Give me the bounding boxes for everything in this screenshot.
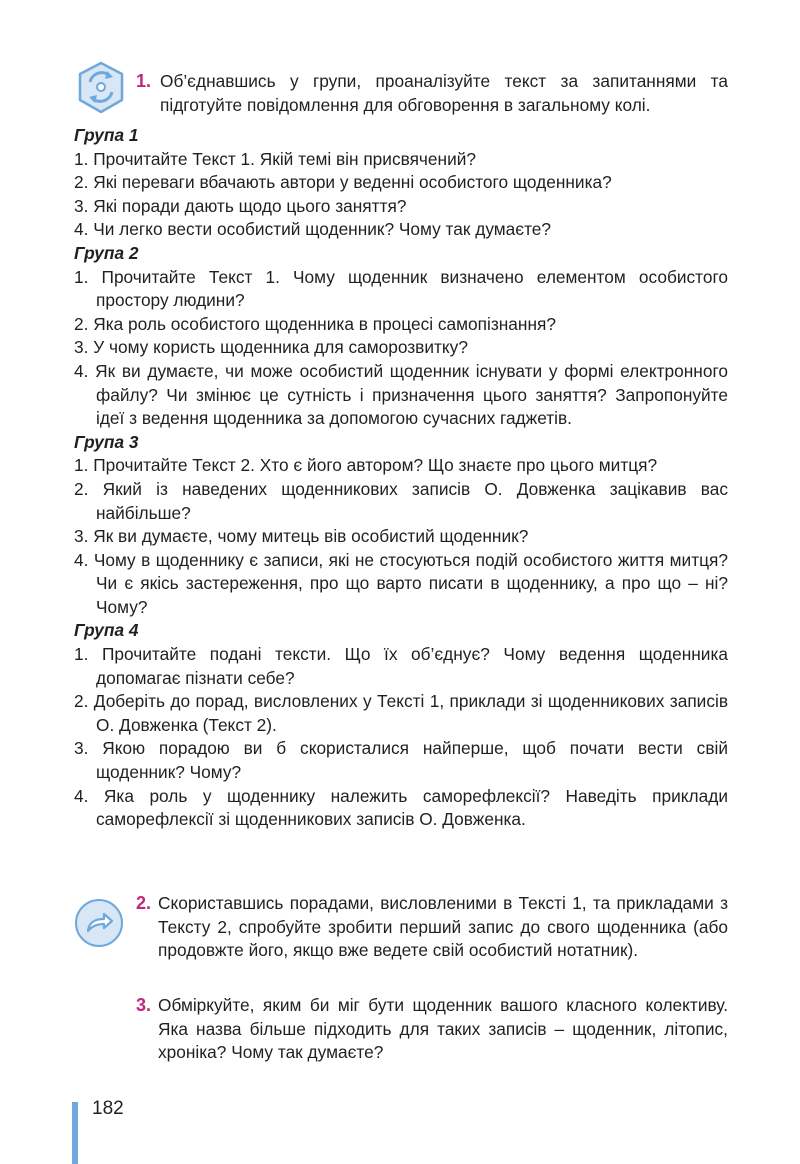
page-margin-bar <box>72 1102 78 1164</box>
question: 2. Доберіть до порад, висловлених у Тексті 1, приклади зі щоденникових записів О. Довженка (Текст 2). <box>74 691 728 735</box>
question: 2. Яка роль особистого щоденника в процесі самопізнання? <box>74 313 556 334</box>
share-arrow-icon <box>74 898 124 948</box>
question: 4. Як ви думаєте, чи може особистий щоденник існувати у формі електронного файлу? Чи змінює це сутність і призначення цього заняття? Запропонуйте ідеї з ведення щоденника за допомогою сучасних гаджетів. <box>74 360 728 429</box>
group-title: Група 3 <box>74 431 139 452</box>
group-1 <box>74 124 728 242</box>
question: 3. У чому користь щоденника для саморозвитку? <box>74 337 468 358</box>
task-1-text: Об’єднавшись у групи, проаналізуйте текст за запитаннями та підготуйте повідомлення для обговорення в загальному колі. <box>160 71 728 115</box>
page-number: 182 <box>92 1098 124 1119</box>
question: 1. Прочитайте Текст 2. Хто є його автором? Що знаєте про цього митця? <box>74 455 658 476</box>
question: 1. Прочитайте Текст 1. Якій темі він присвячений? <box>74 148 477 169</box>
group-title: Група 4 <box>74 620 139 641</box>
question: 4. Чому в щоденнику є записи, які не стосуються подій особистого життя митця? Чи є якісь застереження, про що варто писати в щоденнику, а про що – ні? Чому? <box>74 549 728 617</box>
task-2-number: 2. <box>136 893 152 913</box>
question: 3. Які поради дають щодо цього заняття? <box>74 195 407 216</box>
task-1-number: 1. <box>136 71 152 91</box>
question: 1. Прочитайте подані тексти. Що їх об’єднує? Чому ведення щоденника допомагає пізнати себе? <box>74 644 728 688</box>
group-title: Група 1 <box>74 125 139 145</box>
task-2-text: Скориставшись порадами, висловленими в Тексті 1, та прикладами з Тексту 2, спробуйте зробити перший запис до свого щоденника (або продовжте його, якщо вже ведете свій особистий нотатник). <box>158 893 728 961</box>
question: 4. Чи легко вести особистий щоденник? Чому так думаєте? <box>74 219 552 240</box>
task-2 <box>136 892 728 963</box>
group-title: Група 2 <box>74 242 139 263</box>
task-3-number: 3. <box>136 995 152 1015</box>
question: 4. Яка роль у щоденнику належить саморефлексії? Наведіть приклади саморефлексії зі щоденникових записів О. Довженка. <box>74 785 728 830</box>
group-4 <box>74 619 728 831</box>
group-2 <box>74 242 728 431</box>
groups-section <box>74 124 728 832</box>
question: 2. Який із наведених щоденникових записів О. Довженка зацікавив вас найбільше? <box>74 478 728 523</box>
group-discussion-icon <box>72 60 130 116</box>
task-3-text: Обміркуйте, яким би міг бути щоденник вашого класного колективу. Яка назва більше підходить для таких записів – щоденник, літопис, хроніка? Чому так думаєте? <box>158 995 728 1063</box>
question: 3. Як ви думаєте, чому митець вів особистий щоденник? <box>74 526 529 547</box>
question: 1. Прочитайте Текст 1. Чому щоденник визначено елементом особистого простору людини? <box>74 266 728 311</box>
question: 3. Якою порадою ви б скористалися найперше, щоб почати вести свій щоденник? Чому? <box>74 738 728 783</box>
question: 2. Які переваги вбачають автори у веденні особистого щоденника? <box>74 172 612 193</box>
task-1 <box>136 70 728 117</box>
group-3 <box>74 431 728 620</box>
task-3 <box>136 994 728 1065</box>
